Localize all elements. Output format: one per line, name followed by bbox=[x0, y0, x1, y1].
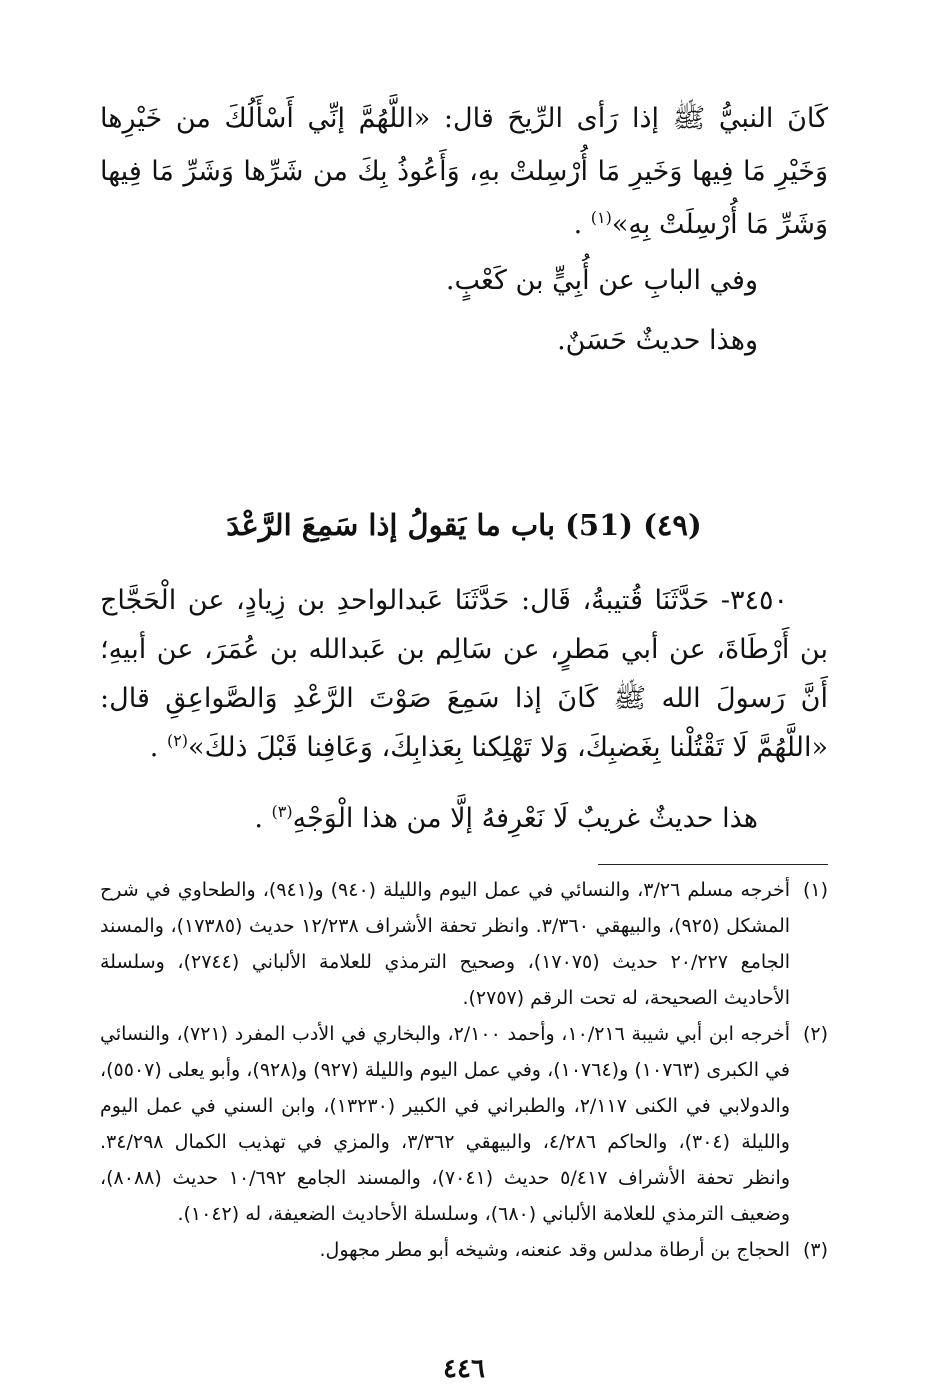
chapter-heading: (٤٩) (51) باب ما يَقولُ إذا سَمِعَ الرَّعْدَ bbox=[226, 508, 702, 542]
footnote-text: أخرجه مسلم ٣/٢٦، والنسائي في عمل اليوم والليلة (٩٤٠) و(٩٤١)، والطحاوي في شرح المشكل (٩٢٥)، والبيهقي ٣/٣٦٠. وانظر تحفة الأشراف ١٢/٢٣٨ حديث (١٧٣٨٥)، والمسند الجامع ٢٠/٢٢٧ حديث (١٧٠٧٥)، وصحيح الترمذي للعلامة الألباني (٢٧٤٤)، وسلسلة الأحاديث الصحيحة، له تحت الرقم (٢٧٥٧). bbox=[100, 879, 791, 1009]
footnote-number: (١) bbox=[802, 879, 828, 901]
footnote-number: (٢) bbox=[802, 1023, 828, 1045]
grading-text: هذا حديثٌ غريبٌ لَا نَعْرِفهُ إلَّا من هذا الْوَجْهِ bbox=[292, 803, 758, 834]
footnote-divider bbox=[598, 864, 828, 865]
top-paragraph-end: . bbox=[573, 209, 591, 240]
footnote-3 bbox=[100, 1232, 828, 1268]
note-bab: وفي البابِ عن أُبِيٍّ بن كَعْبٍ. bbox=[445, 265, 758, 296]
footnote-ref-3: (٣) bbox=[271, 802, 293, 821]
note-grade: وهذا حديثٌ حَسَنٌ. bbox=[557, 325, 758, 356]
footnote-text: أخرجه ابن أبي شيبة ١٠/٢١٦، وأحمد ٢/١٠٠، والبخاري في الأدب المفرد (٧٢١)، والنسائي في الكبرى (١٠٧٦٣) و(١٠٧٦٤)، وفي عمل اليوم والليلة (٩٢٧) و(٩٢٨)، وأبو يعلى (٥٥٠٧)، والدولابي في الكنى ٢/١١٧، والطبراني في الكبير (١٣٢٣٠)، وابن السني في عمل اليوم والليلة (٣٠٤)، والحاكم ٤/٢٨٦، والبيهقي ٣/٣٦٢، والمزي في تهذيب الكمال ٣٤/٢٩٨. وانظر تحفة الأشراف ٥/٤١٧ حديث (٧٠٤١)، والمسند الجامع ١٠/٦٩٢ حديث (٨٠٨٨)، وضعيف الترمذي للعلامة الألباني (٦٨٠)، وسلسلة الأحاديث الضعيفة، له (١٠٤٢). bbox=[100, 1023, 791, 1225]
top-paragraph-text: كَانَ النبيُّ ﷺ إذا رَأى الرِّيحَ قال: «اللَّهُمَّ إنِّي أَسْأَلُكَ من خَيْرِها وَخَيْرِ مَا فِيها وَخَيرِ مَا أُرْسِلتْ بهِ، وَأَعُوذُ بِكَ من شَرِّها وَشَرِّ مَا فِيها وَشَرِّ مَا أُرْسِلَتْ بِهِ» bbox=[100, 103, 828, 240]
hadith-text: حَدَّثَنَا قُتيبةُ، قَال: حَدَّثَنَا عَبدالواحدِ بن زِيادٍ، عن الْحَجَّاج بن أَرْطَاةَ، عن أبي مَطرٍ، عن سَالِم بن عَبدالله بن عُمَرَ، عن أبيهِ؛ أَنَّ رَسولَ الله ﷺ كَانَ إذا سَمِعَ صَوْتَ الرَّعْدِ وَالصَّواعِقِ قال: «اللَّهُمَّ لَا تَقْتُلْنا بِغَضبِكَ، وَلا تَهْلِكنا بِعَذابِكَ، وَعَافِنا قَبْلَ ذلكَ» bbox=[100, 585, 828, 763]
hadith-end: . bbox=[149, 732, 167, 763]
page-number: ٤٤٦ bbox=[443, 1354, 485, 1384]
main-text bbox=[100, 92, 828, 371]
grading-end: . bbox=[254, 803, 272, 834]
grading-line bbox=[254, 792, 758, 846]
footnote-2 bbox=[100, 1016, 828, 1232]
footnote-text: الحجاج بن أرطاة مدلس وقد عنعنه، وشيخه أبو مطر مجهول. bbox=[319, 1239, 790, 1261]
top-paragraph bbox=[100, 92, 828, 251]
hadith-paragraph bbox=[100, 576, 828, 772]
footnote-number: (٣) bbox=[802, 1239, 828, 1261]
hadith-number: ٣٤٥٠- bbox=[720, 585, 788, 616]
footnote-ref-2: (٢) bbox=[166, 731, 189, 750]
hadith-block bbox=[100, 576, 828, 772]
footnotes bbox=[100, 872, 828, 1268]
footnote-1 bbox=[100, 872, 828, 1016]
footnote-ref-1: (١) bbox=[590, 208, 612, 227]
